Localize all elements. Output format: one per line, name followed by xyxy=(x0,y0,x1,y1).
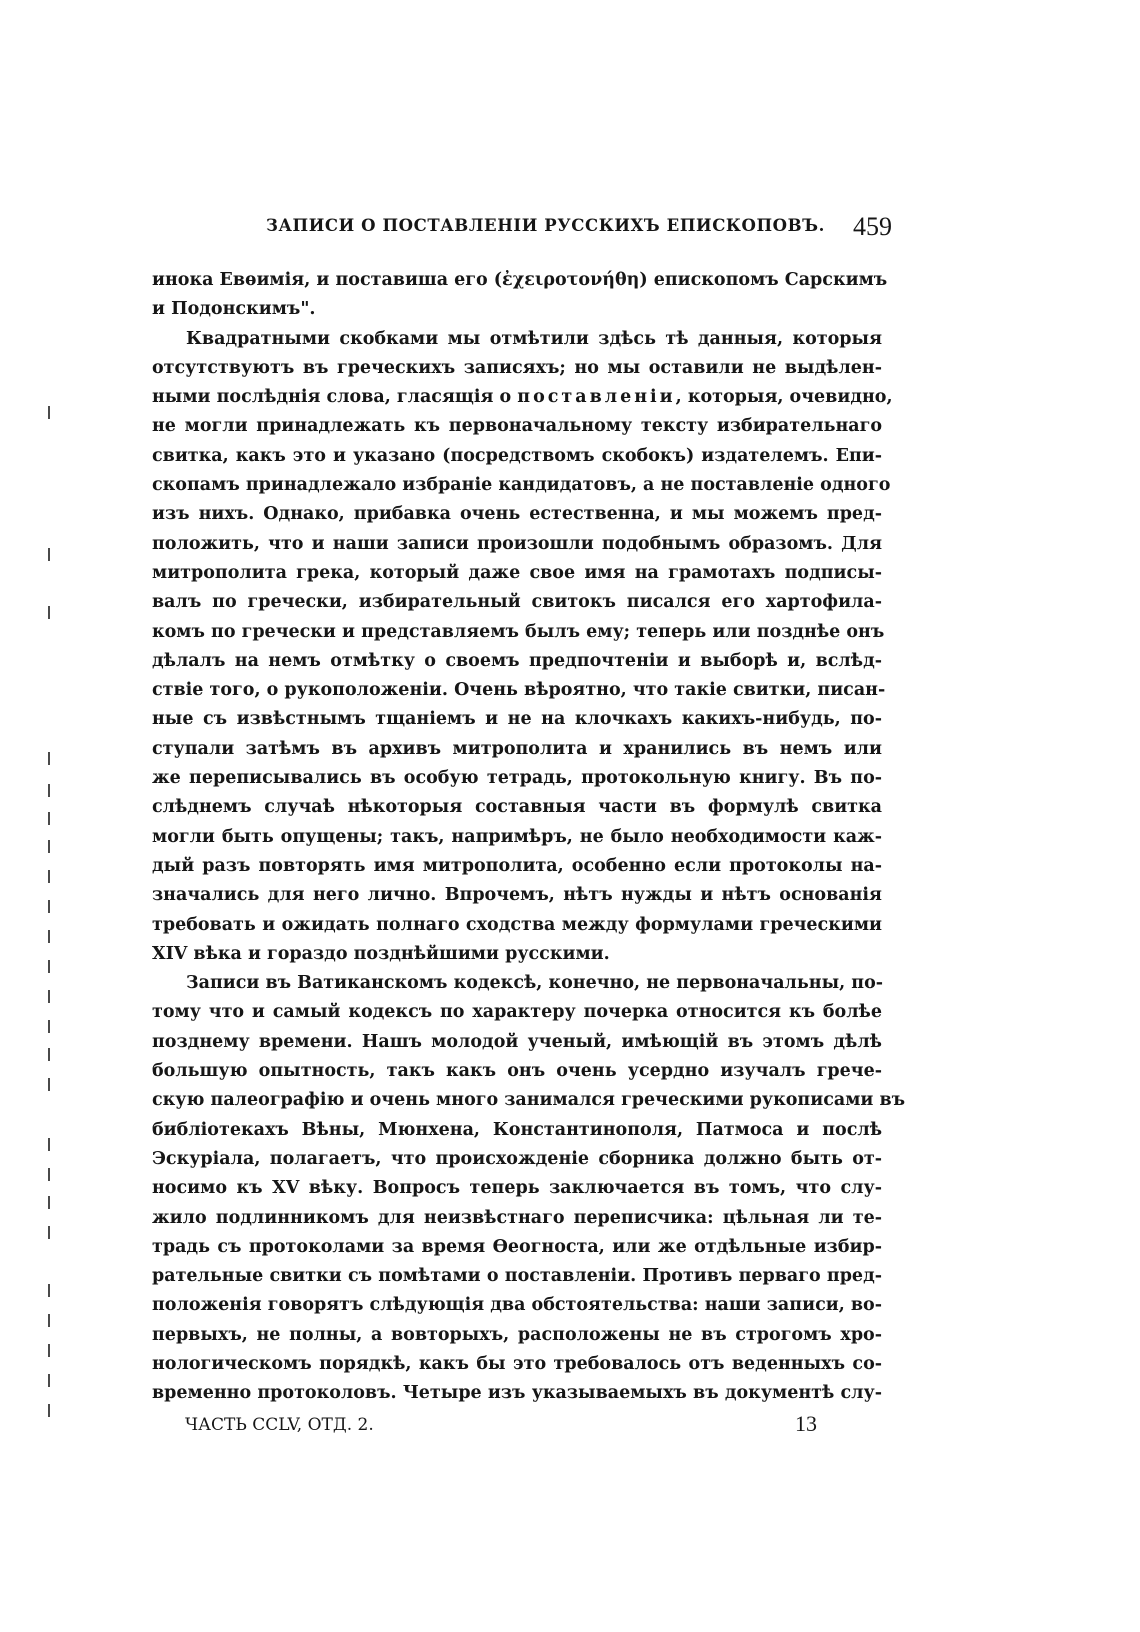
line-text: рательные свитки съ помѣтами о поставленіи. Противъ перваго пред- xyxy=(152,1266,882,1287)
text-line-30 xyxy=(152,1116,882,1145)
line-text: ными послѣднія слова, гласящія о xyxy=(152,387,518,408)
printer-signature: ЧАСТЬ CCLV, ОТД. 2. xyxy=(185,1415,374,1435)
line-text: тому что и самый кодексъ по характеру почерка относится къ болѣе xyxy=(152,1002,882,1023)
text-line-4 xyxy=(152,354,882,383)
line-text: ствіе того, о рукоположеніи. Очень вѣроятно, что такіе свитки, писан- xyxy=(152,680,886,701)
scan-mark xyxy=(48,1168,50,1181)
scan-mark xyxy=(48,1196,50,1209)
text-line-19 xyxy=(152,793,882,822)
line-text: , которыя, очевидно, xyxy=(675,387,893,408)
line-text: изъ нихъ. Однако, прибавка очень естественна, и мы можемъ пред- xyxy=(152,504,882,525)
page-footer xyxy=(185,1411,825,1445)
scan-mark xyxy=(48,990,50,1003)
line-text: временно протоколовъ. Четыре изъ указываемыхъ въ документѣ слу- xyxy=(152,1383,882,1404)
text-line-9 xyxy=(152,500,882,529)
line-text: Квадратными скобками мы отмѣтили здѣсь тѣ данныя, которыя xyxy=(186,328,882,349)
line-text: библіотекахъ Вѣны, Мюнхена, Константинополя, Патмоса и послѣ xyxy=(152,1119,882,1140)
scan-mark xyxy=(48,1374,50,1387)
line-text: Записи въ Ватиканскомъ кодексѣ, конечно, не первоначальны, по- xyxy=(186,973,884,994)
line-text: Эскуріала, полагаетъ, что происхожденіе сборника должно быть от- xyxy=(152,1148,882,1169)
text-line-3 xyxy=(152,325,882,354)
scan-mark xyxy=(48,930,50,943)
text-line-5 xyxy=(152,383,893,412)
scan-mark xyxy=(48,960,50,973)
scan-mark xyxy=(48,840,50,853)
text-line-38 xyxy=(152,1350,882,1379)
line-text: первыхъ, не полны, а вовторыхъ, расположены не въ строгомъ хро- xyxy=(152,1324,882,1345)
line-text: ные съ извѣстнымъ тщаніемъ и не на клочкахъ какихъ-нибудь, по- xyxy=(152,709,882,730)
text-line-8 xyxy=(152,471,891,500)
scan-mark xyxy=(48,1226,50,1239)
scan-mark xyxy=(48,1078,50,1091)
line-text: жило подлинникомъ для неизвѣстнаго переписчика: цѣльная ли те- xyxy=(152,1207,882,1228)
text-line-22 xyxy=(152,881,882,910)
line-text: инока Евѳимія, и поставиша его (ἐχειροτονήθη) епископомъ Сарскимъ xyxy=(152,270,888,290)
line-text: нологическомъ порядкѣ, какъ бы это требовалось отъ веденныхъ со- xyxy=(152,1353,882,1374)
line-text: положенія говорятъ слѣдующія два обстоятельства: наши записи, во- xyxy=(152,1295,882,1316)
line-text: свитка, какъ это и указано (посредствомъ скобокъ) издателемъ. Епи- xyxy=(152,445,882,466)
scan-mark xyxy=(48,406,50,419)
scan-mark xyxy=(48,1048,50,1061)
text-line-27 xyxy=(152,1028,882,1057)
scan-mark xyxy=(48,606,50,619)
line-text: позднему времени. Нашъ молодой ученый, имѣющій въ этомъ дѣлѣ xyxy=(152,1031,882,1052)
text-line-10 xyxy=(152,530,882,559)
text-line-20 xyxy=(152,823,882,852)
scan-mark xyxy=(48,1404,50,1417)
text-line-21 xyxy=(152,852,882,881)
text-line-16 xyxy=(152,705,882,734)
text-line-39 xyxy=(152,1379,882,1408)
scan-mark xyxy=(48,548,50,561)
text-line-12 xyxy=(152,588,882,617)
running-title: ЗАПИСИ О ПОСТАВЛЕНІИ РУССКИХЪ ЕПИСКОПОВЪ. xyxy=(266,216,825,235)
text-line-2 xyxy=(152,295,882,324)
text-line-15 xyxy=(152,676,886,705)
text-line-14 xyxy=(152,647,882,676)
line-text: дѣлалъ на немъ отмѣтку о своемъ предпочтеніи и выборѣ и, вслѣд- xyxy=(152,650,882,671)
text-line-37 xyxy=(152,1321,882,1350)
scan-mark xyxy=(48,1138,50,1151)
line-text: скую палеографію и очень много занимался греческими рукописами въ xyxy=(152,1090,906,1111)
line-text: митрополита грека, который даже свое имя на грамотахъ подписы- xyxy=(152,562,882,583)
text-line-24 xyxy=(152,940,882,969)
scan-mark xyxy=(48,870,50,883)
text-line-7 xyxy=(152,442,882,471)
text-line-11 xyxy=(152,559,882,588)
text-line-29 xyxy=(152,1086,906,1115)
line-text: значались для него лично. Впрочемъ, нѣтъ нужды и нѣтъ основанія xyxy=(152,885,882,906)
text-line-33 xyxy=(152,1204,882,1233)
text-line-31 xyxy=(152,1145,882,1174)
line-text: традь съ протоколами за время Ѳеогноста, или же отдѣльные избир- xyxy=(152,1236,882,1257)
text-line-13 xyxy=(152,618,885,647)
scan-mark xyxy=(48,1284,50,1297)
text-line-6 xyxy=(152,412,882,441)
sheet-number: 13 xyxy=(795,1411,817,1436)
line-text: могли быть опущены; такъ, напримѣръ, не было необходимости каж- xyxy=(152,826,882,847)
text-line-25 xyxy=(152,969,882,998)
text-line-1 xyxy=(152,266,888,295)
line-text: требовать и ожидать полнаго сходства между формулами греческими xyxy=(152,914,882,935)
line-text: же переписывались въ особую тетрадь, протокольную книгу. Въ по- xyxy=(152,768,882,789)
page-number: 459 xyxy=(853,212,892,241)
line-text: отсутствуютъ въ греческихъ записяхъ; но мы оставили не выдѣлен- xyxy=(152,357,882,378)
text-line-17 xyxy=(152,735,882,764)
running-head xyxy=(266,212,892,246)
line-text: скопамъ принадлежало избраніе кандидатовъ, а не поставленіе одного xyxy=(152,475,891,496)
scan-mark xyxy=(48,752,50,765)
spaced-emphasis: поставленіи xyxy=(517,387,676,408)
scan-margin-marks xyxy=(40,380,60,1430)
line-text: не могли принадлежать къ первоначальному тексту избирательнаго xyxy=(152,416,882,437)
text-line-34 xyxy=(152,1233,882,1262)
line-text: слѣднемъ случаѣ нѣкоторыя составныя части въ формулѣ свитка xyxy=(152,797,882,818)
scan-mark xyxy=(48,1344,50,1357)
text-line-28 xyxy=(152,1057,882,1086)
text-line-26 xyxy=(152,998,882,1027)
scan-mark xyxy=(48,1314,50,1327)
line-text: носимо къ XV вѣку. Вопросъ теперь заключается въ томъ, что слу- xyxy=(152,1178,882,1199)
line-text: положить, что и наши записи произошли подобнымъ образомъ. Для xyxy=(152,533,882,554)
text-line-23 xyxy=(152,911,882,940)
scan-mark xyxy=(48,812,50,825)
line-text: валъ по гречески, избирательный свитокъ писался его хартофила- xyxy=(152,592,882,613)
body-text xyxy=(152,266,906,1409)
text-line-32 xyxy=(152,1174,882,1203)
line-text: комъ по гречески и представляемъ былъ ему; теперь или позднѣе онъ xyxy=(152,621,885,642)
text-line-36 xyxy=(152,1291,882,1320)
line-text: и Подонскимъ". xyxy=(152,299,316,320)
line-text: большую опытность, такъ какъ онъ очень усердно изучалъ грече- xyxy=(152,1061,882,1082)
scan-mark xyxy=(48,1020,50,1033)
line-text: XIV вѣка и гораздо позднѣйшими русскими. xyxy=(152,943,610,964)
text-line-18 xyxy=(152,764,882,793)
line-text: дый разъ повторять имя митрополита, особенно если протоколы на- xyxy=(152,855,882,876)
scan-mark xyxy=(48,900,50,913)
scan-mark xyxy=(48,784,50,797)
text-line-35 xyxy=(152,1262,882,1291)
line-text: ступали затѣмъ въ архивъ митрополита и хранились въ немъ или xyxy=(152,738,882,759)
